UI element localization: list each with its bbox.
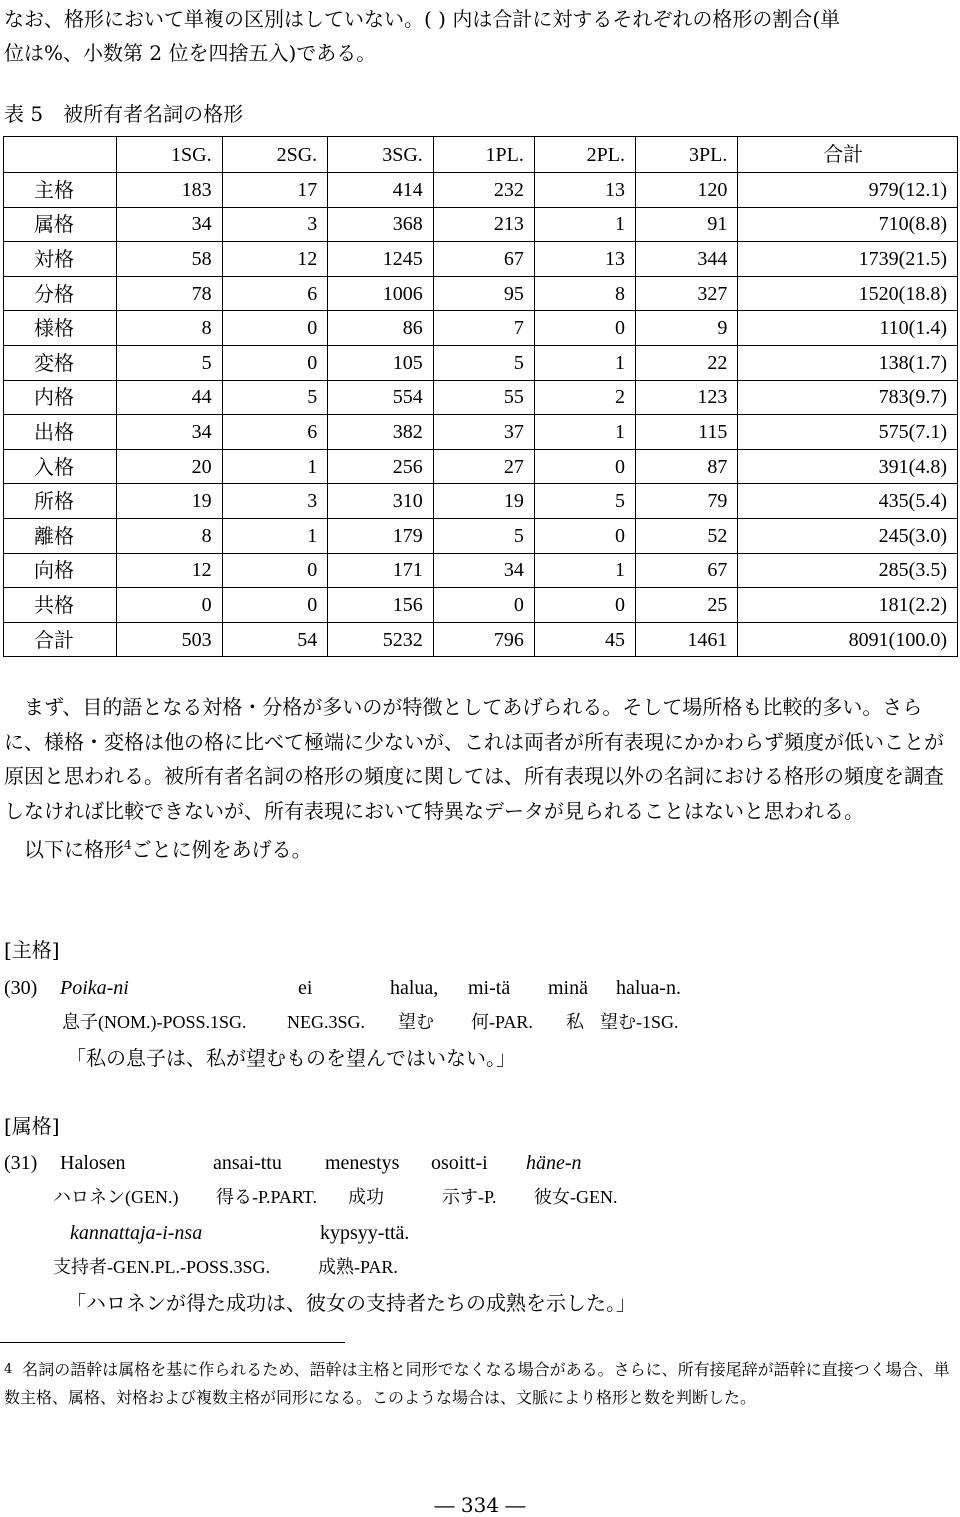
count-cell: 123	[635, 380, 737, 415]
ex31-gloss-7: 成熟-PAR.	[318, 1257, 398, 1277]
paragraph-1: まず、目的語となる対格・分格が多いのが特徴としてあげられる。そして場所格も比較的多い。さらに、様格・変格は他の格に比べて極端に少ないが、これは両者が所有表現にかかわらず頻度が低いことが原因と思われる。被所有者名詞の格形の頻度に関しては、所有表現以外の名詞における格形の頻度を調査しなければ比較できないが、所有表現において特異なデータが見られることはないと思われる。	[4, 695, 944, 823]
ex31-gloss-5: 彼女-GEN.	[534, 1187, 618, 1207]
count-cell: 8	[117, 311, 223, 346]
header-2sg: 2SG.	[222, 137, 328, 173]
count-cell: 213	[433, 207, 534, 242]
count-cell: 5	[433, 518, 534, 553]
count-cell: 554	[328, 380, 434, 415]
count-cell: 256	[328, 449, 434, 484]
count-cell: 0	[534, 449, 635, 484]
footnote-number: 4	[4, 1362, 13, 1377]
table-row	[4, 588, 958, 623]
count-cell: 115	[635, 415, 737, 450]
total-cell: 181(2.2)	[738, 588, 958, 623]
total-cell: 710(8.8)	[738, 207, 958, 242]
ex31-gloss-3: 成功	[348, 1187, 384, 1207]
paragraph-2	[4, 828, 956, 867]
table-row	[4, 380, 958, 415]
case-frequency-table	[3, 136, 958, 657]
ex30-word-6: halua-n.	[616, 977, 681, 999]
count-cell: 1	[534, 207, 635, 242]
table-row	[4, 345, 958, 380]
row-label: 変格	[4, 345, 117, 380]
footnote-ref: 4	[124, 838, 132, 852]
section-heading-genitive: [属格]	[4, 1114, 60, 1138]
count-cell: 87	[635, 449, 737, 484]
header-corner	[4, 137, 117, 173]
ex30-gloss-2: NEG.3SG.	[287, 1012, 366, 1032]
ex31-translation: 「ハロネンが得た成功は、彼女の支持者たちの成熟を示した。」	[66, 1291, 636, 1315]
intro-paragraph	[4, 2, 954, 70]
count-cell: 310	[328, 484, 434, 519]
table-row	[4, 415, 958, 450]
count-cell: 0	[534, 311, 635, 346]
example-30-number: (30)	[4, 977, 38, 999]
count-cell: 120	[635, 173, 737, 208]
count-cell: 5	[433, 345, 534, 380]
ex31-word-5: häne-n	[526, 1152, 582, 1174]
count-cell: 54	[222, 622, 328, 657]
count-cell: 9	[635, 311, 737, 346]
intro-line-1: なお、格形において単複の区別はしていない。( ) 内は合計に対するそれぞれの格形の割合(単	[4, 7, 841, 31]
header-1pl: 1PL.	[433, 137, 534, 173]
count-cell: 3	[222, 484, 328, 519]
ex31-word-3: menestys	[325, 1152, 400, 1174]
total-cell: 110(1.4)	[738, 311, 958, 346]
header-3pl: 3PL.	[635, 137, 737, 173]
row-label: 様格	[4, 311, 117, 346]
count-cell: 105	[328, 345, 434, 380]
header-total: 合計	[738, 137, 958, 173]
count-cell: 25	[635, 588, 737, 623]
count-cell: 1006	[328, 276, 434, 311]
count-cell: 368	[328, 207, 434, 242]
count-cell: 344	[635, 242, 737, 277]
ex30-gloss-3: 望む	[398, 1012, 434, 1032]
ex31-gloss-2: 得る-P.PART.	[216, 1187, 317, 1207]
count-cell: 382	[328, 415, 434, 450]
count-cell: 34	[117, 207, 223, 242]
table-row	[4, 173, 958, 208]
count-cell: 13	[534, 173, 635, 208]
count-cell: 0	[534, 518, 635, 553]
footnote-text: 名詞の語幹は属格を基に作られるため、語幹は主格と同形でなくなる場合がある。さらに、所有接尾辞が語幹に直接つく場合、単数主格、属格、対格および複数主格が同形になる。このような場合は、文脈により格形と数を判断した。	[4, 1360, 950, 1407]
count-cell: 45	[534, 622, 635, 657]
count-cell: 12	[222, 242, 328, 277]
row-label: 入格	[4, 449, 117, 484]
count-cell: 0	[222, 311, 328, 346]
count-cell: 78	[117, 276, 223, 311]
count-cell: 232	[433, 173, 534, 208]
count-cell: 6	[222, 415, 328, 450]
header-2pl: 2PL.	[534, 137, 635, 173]
count-cell: 0	[222, 553, 328, 588]
table-row	[4, 553, 958, 588]
ex30-gloss-5: 私	[566, 1012, 584, 1032]
ex31-word-6: kannattaja-i-nsa	[70, 1222, 203, 1244]
row-label: 離格	[4, 518, 117, 553]
count-cell: 7	[433, 311, 534, 346]
count-cell: 2	[534, 380, 635, 415]
page-number: ― 334 ―	[434, 1493, 526, 1517]
total-cell: 8091(100.0)	[738, 622, 958, 657]
count-cell: 13	[534, 242, 635, 277]
count-cell: 67	[433, 242, 534, 277]
ex30-word-5: minä	[548, 977, 588, 999]
row-label: 属格	[4, 207, 117, 242]
count-cell: 55	[433, 380, 534, 415]
count-cell: 0	[222, 588, 328, 623]
count-cell: 0	[222, 345, 328, 380]
body-text	[4, 690, 956, 867]
total-cell: 575(7.1)	[738, 415, 958, 450]
ex30-translation: 「私の息子は、私が望むものを望んではいない。」	[66, 1046, 516, 1070]
count-cell: 17	[222, 173, 328, 208]
count-cell: 5232	[328, 622, 434, 657]
total-cell: 391(4.8)	[738, 449, 958, 484]
footnote	[4, 1356, 956, 1412]
ex31-word-4: osoitt-i	[431, 1152, 488, 1174]
ex31-gloss-6: 支持者-GEN.PL.-POSS.3SG.	[53, 1257, 271, 1277]
total-cell: 245(3.0)	[738, 518, 958, 553]
ex30-word-3: halua,	[390, 977, 439, 999]
count-cell: 12	[117, 553, 223, 588]
row-label: 分格	[4, 276, 117, 311]
count-cell: 156	[328, 588, 434, 623]
table-caption: 表 5 被所有者名詞の格形	[4, 102, 244, 126]
count-cell: 5	[117, 345, 223, 380]
table-row	[4, 242, 958, 277]
count-cell: 796	[433, 622, 534, 657]
count-cell: 8	[534, 276, 635, 311]
count-cell: 0	[117, 588, 223, 623]
count-cell: 1	[534, 553, 635, 588]
table-header-row	[4, 137, 958, 173]
count-cell: 183	[117, 173, 223, 208]
total-cell: 1739(21.5)	[738, 242, 958, 277]
row-label: 向格	[4, 553, 117, 588]
paragraph-2-pre: 以下に格形	[4, 837, 124, 862]
count-cell: 58	[117, 242, 223, 277]
count-cell: 8	[117, 518, 223, 553]
count-cell: 1461	[635, 622, 737, 657]
table-row	[4, 276, 958, 311]
count-cell: 179	[328, 518, 434, 553]
count-cell: 0	[433, 588, 534, 623]
count-cell: 79	[635, 484, 737, 519]
count-cell: 1	[534, 415, 635, 450]
count-cell: 19	[117, 484, 223, 519]
count-cell: 5	[222, 380, 328, 415]
header-3sg: 3SG.	[328, 137, 434, 173]
paragraph-2-post: ごとに例をあげる。	[131, 837, 312, 862]
count-cell: 44	[117, 380, 223, 415]
count-cell: 37	[433, 415, 534, 450]
count-cell: 67	[635, 553, 737, 588]
count-cell: 1	[534, 345, 635, 380]
table-row	[4, 484, 958, 519]
table-row	[4, 311, 958, 346]
count-cell: 327	[635, 276, 737, 311]
count-cell: 171	[328, 553, 434, 588]
count-cell: 95	[433, 276, 534, 311]
row-label: 出格	[4, 415, 117, 450]
count-cell: 0	[534, 588, 635, 623]
count-cell: 20	[117, 449, 223, 484]
total-cell: 138(1.7)	[738, 345, 958, 380]
ex31-gloss-1: ハロネン(GEN.)	[53, 1187, 179, 1207]
row-label: 内格	[4, 380, 117, 415]
row-label: 主格	[4, 173, 117, 208]
ex30-word-2: ei	[298, 977, 313, 999]
count-cell: 3	[222, 207, 328, 242]
total-cell: 979(12.1)	[738, 173, 958, 208]
count-cell: 34	[117, 415, 223, 450]
intro-line-2: 位は%、小数第 2 位を四捨五入)である。	[4, 41, 377, 65]
example-31-number: (31)	[4, 1152, 38, 1174]
row-label: 対格	[4, 242, 117, 277]
count-cell: 34	[433, 553, 534, 588]
ex30-word-1: Poika-ni	[60, 977, 129, 999]
table-row	[4, 518, 958, 553]
total-cell: 1520(18.8)	[738, 276, 958, 311]
table-row	[4, 622, 958, 657]
ex30-gloss-6: 望む-1SG.	[600, 1012, 679, 1032]
count-cell: 86	[328, 311, 434, 346]
ex30-word-4: mi-tä	[468, 977, 511, 999]
table-row	[4, 207, 958, 242]
count-cell: 27	[433, 449, 534, 484]
ex30-gloss-4: 何-PAR.	[471, 1012, 533, 1032]
count-cell: 19	[433, 484, 534, 519]
count-cell: 1	[222, 518, 328, 553]
total-cell: 285(3.5)	[738, 553, 958, 588]
section-heading-nominative: [主格]	[4, 938, 60, 962]
table-row	[4, 449, 958, 484]
count-cell: 22	[635, 345, 737, 380]
header-1sg: 1SG.	[117, 137, 223, 173]
count-cell: 52	[635, 518, 737, 553]
row-label: 共格	[4, 588, 117, 623]
count-cell: 1245	[328, 242, 434, 277]
count-cell: 1	[222, 449, 328, 484]
row-label: 合計	[4, 622, 117, 657]
row-label: 所格	[4, 484, 117, 519]
total-cell: 783(9.7)	[738, 380, 958, 415]
total-cell: 435(5.4)	[738, 484, 958, 519]
ex31-word-7: kypsyy-ttä.	[320, 1222, 410, 1244]
count-cell: 503	[117, 622, 223, 657]
count-cell: 6	[222, 276, 328, 311]
count-cell: 91	[635, 207, 737, 242]
count-cell: 5	[534, 484, 635, 519]
ex30-gloss-1: 息子(NOM.)-POSS.1SG.	[62, 1012, 247, 1032]
footnote-rule	[0, 1342, 345, 1343]
ex31-word-2: ansai-ttu	[213, 1152, 282, 1174]
count-cell: 414	[328, 173, 434, 208]
ex31-word-1: Halosen	[60, 1152, 126, 1174]
ex31-gloss-4: 示す-P.	[442, 1187, 497, 1207]
